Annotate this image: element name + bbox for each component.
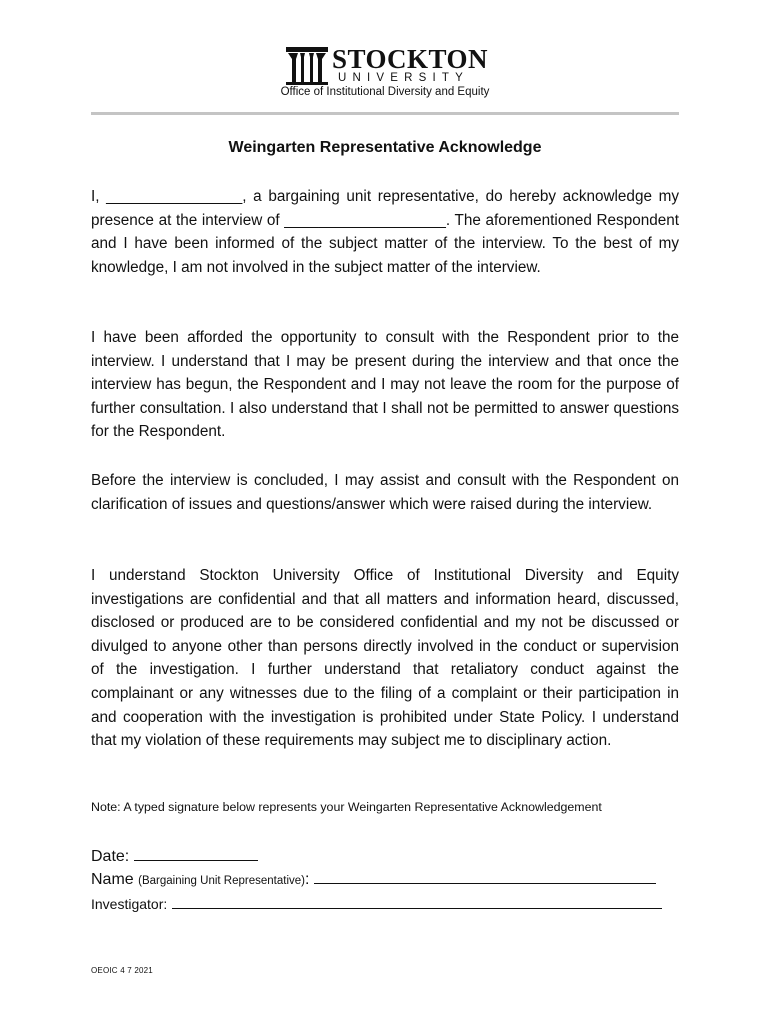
- paragraph-confidentiality: I understand Stockton University Office of Institutional Diversity and Equity investigations are confidential and that all matters and information heard, discussed, disclosed or produced are to be considered confidential and my not be discussed or divulged to anyone other than persons directly involved in the conduct or supervision of the investigation. I further understand that retaliatory conduct against the complainant or any witnesses due to the filing of a complaint or their participation in and cooperation with the investigation is prohibited under State Policy. I understand that my violation of these requirements may subject me to disciplinary action.: [91, 567, 679, 750]
- stockton-logo-mark-icon: [286, 47, 328, 85]
- name-colon: :: [304, 871, 310, 888]
- document-title: Weingarten Representative Acknowledge: [228, 139, 542, 156]
- form-code: OEOIC 4 7 2021: [91, 966, 153, 975]
- header-divider: [91, 112, 679, 115]
- name-field[interactable]: [314, 869, 656, 884]
- paragraph-acknowledgement: I, ________________, a bargaining unit representative, do hereby acknowledge my presence at the interview of ___________________. The aforementioned Respondent and I have been informed of the subject matter of the interview. To the best of my knowledge, I am not involved in the subject matter of the interview.: [91, 188, 679, 276]
- signature-block: [91, 845, 662, 916]
- investigator-row: [91, 893, 662, 916]
- date-row: [91, 845, 662, 868]
- name-label: Name: [91, 871, 134, 888]
- stockton-logo: [286, 44, 489, 87]
- investigator-label: Investigator:: [91, 896, 168, 912]
- name-row: [91, 868, 662, 893]
- logo-subtitle: UNIVERSITY: [338, 72, 470, 84]
- office-name: Office of Institutional Diversity and Equity: [280, 86, 490, 98]
- date-field[interactable]: [134, 846, 258, 861]
- date-label: Date:: [91, 848, 130, 865]
- investigator-field[interactable]: [172, 894, 662, 909]
- paragraph-conclusion: Before the interview is concluded, I may assist and consult with the Respondent on clarification of issues and questions/answer which were raised during the interview.: [91, 472, 679, 513]
- signature-note: Note: A typed signature below represents your Weingarten Representative Acknowledgement: [91, 800, 602, 814]
- name-sublabel: (Bargaining Unit Representative): [138, 875, 305, 887]
- paragraph-consultation: I have been afforded the opportunity to consult with the Respondent prior to the interview. I understand that I may be present during the interview and that once the interview has begun, the Respondent and I may not leave the room for the purpose of further consultation. I also understand that I shall not be permitted to answer questions for the Respondent.: [91, 329, 679, 441]
- logo-wordmark: STOCKTON: [332, 44, 489, 74]
